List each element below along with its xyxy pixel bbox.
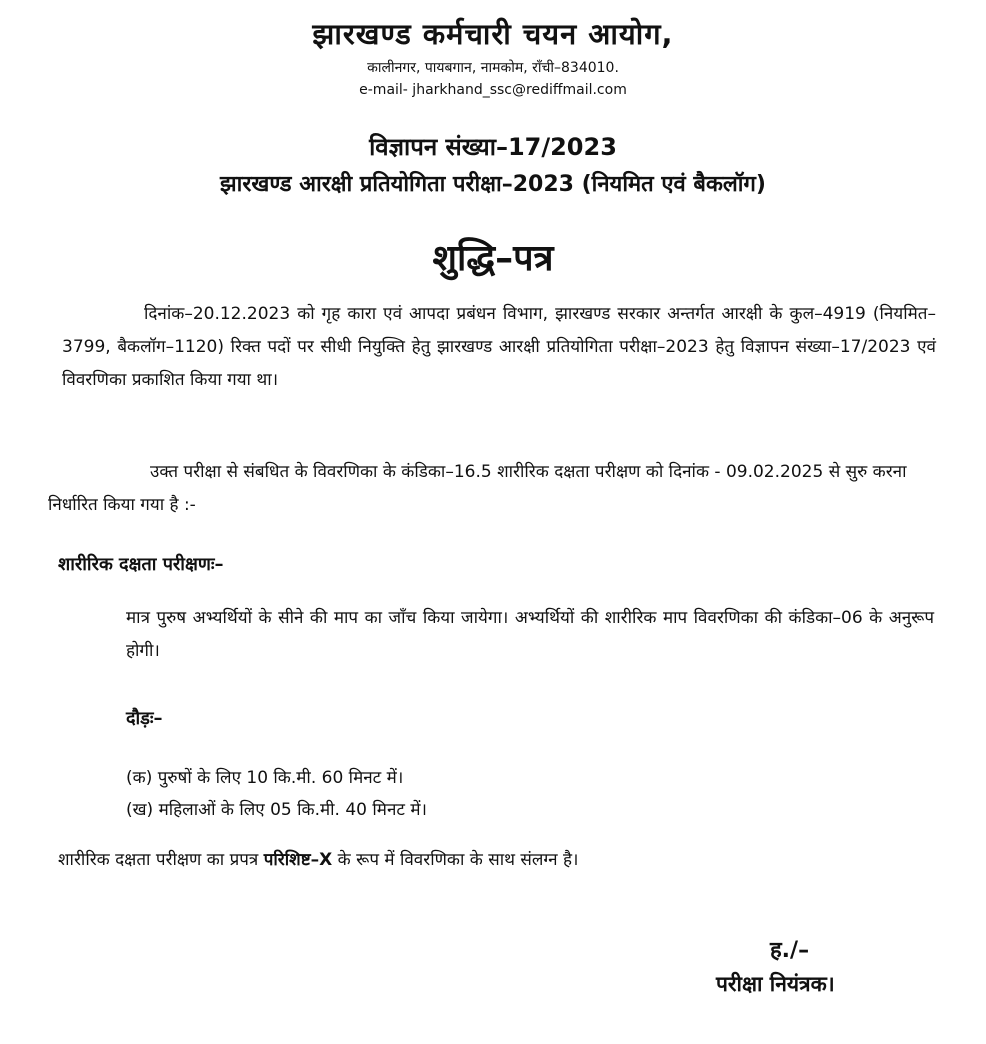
annex-text-before: शारीरिक दक्षता परीक्षण का प्रपत्र: [58, 850, 264, 870]
organization-name: झारखण्ड कर्मचारी चयन आयोग,: [312, 17, 674, 51]
annex-reference: परिशिष्ट–X: [263, 850, 333, 870]
signature-mark: ह./–: [770, 938, 810, 963]
annex-line: [58, 844, 579, 877]
physical-test-heading: शारीरिक दक्षता परीक्षणः–: [58, 554, 224, 575]
document-title: शुद्धि–पत्र: [432, 238, 554, 279]
run-heading: दौड़ः–: [126, 708, 163, 729]
run-list: [126, 762, 427, 826]
physical-test-body: मात्र पुरुष अभ्यर्थियों के सीने की माप का जाँच किया जायेगा। अभ्यर्थियों की शारीरिक माप विवरणिका की कंडिका–06 के अनुरूप होगी।: [126, 608, 934, 661]
signatory-title: परीक्षा नियंत्रक।: [716, 972, 835, 996]
organization-address: कालीनगर, पायबगान, नामकोम, राँची–834010.: [367, 60, 619, 76]
run-item-men: (क) पुरुषों के लिए 10 कि.मी. 60 मिनट में।: [126, 768, 404, 788]
paragraph-notice: दिनांक–20.12.2023 को गृह कारा एवं आपदा प्रबंधन विभाग, झारखण्ड सरकार अन्तर्गत आरक्षी के कुल–4919 (नियमित–3799, बैकलॉग–1120) रिक्त पदों पर सीधी नियुक्ति हेतु झारखण्ड आरक्षी प्रतियोगिता परीक्षा–2023 हेतु विज्ञापन संख्या–17/2023 एवं विवरणिका प्रकाशित किया गया था।: [62, 304, 936, 390]
run-item-women: (ख) महिलाओं के लिए 05 कि.मी. 40 मिनट में।: [126, 800, 427, 820]
organization-email: e-mail- jharkhand_ssc@rediffmail.com: [359, 82, 627, 98]
paragraph-schedule: उक्त परीक्षा से संबधित के विवरणिका के कंडिका–16.5 शारीरिक दक्षता परीक्षण को दिनांक - 09.02.2025 से सुरु करना निर्धारित किया गया है :-: [48, 462, 907, 515]
annex-text-after: के रूप में विवरणिका के साथ संलग्न है।: [332, 850, 579, 870]
exam-title: झारखण्ड आरक्षी प्रतियोगिता परीक्षा–2023 (नियमित एवं बैकलॉग): [220, 172, 766, 197]
advertisement-number: विज्ञापन संख्या–17/2023: [369, 133, 617, 161]
